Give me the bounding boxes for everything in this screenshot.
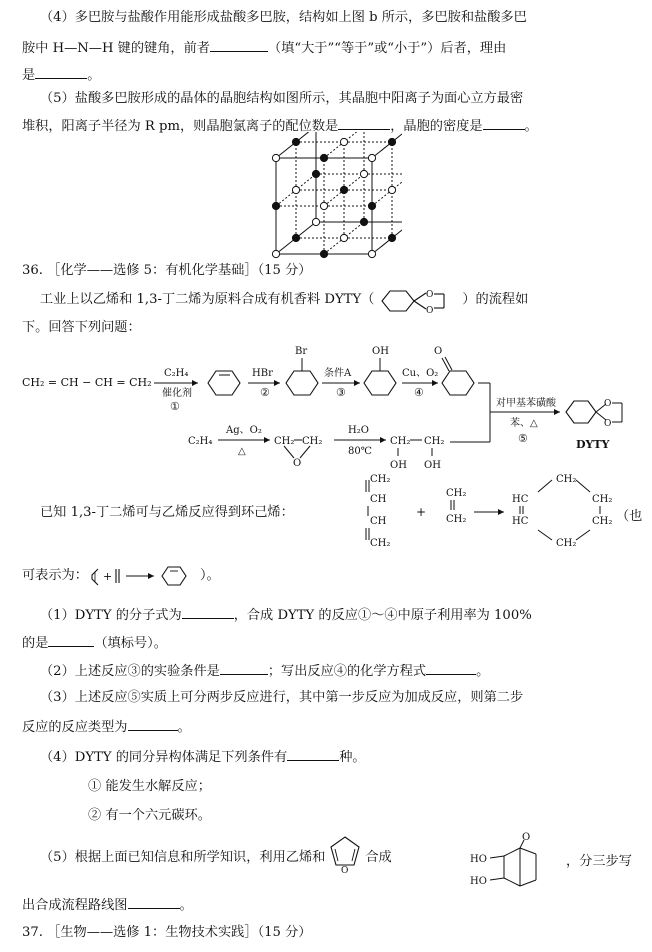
q36-p2 <box>40 662 489 680</box>
step3-number: ③ <box>336 386 346 399</box>
cation-site <box>360 170 367 177</box>
step1-number: ① <box>170 400 180 413</box>
q4-line2-text: 胺中 H—N—H 键的键角，前者 <box>22 41 210 56</box>
q5-line2-end: 。 <box>524 119 538 134</box>
water-reagent: H₂O <box>348 425 369 436</box>
epoxide-oxygen: O <box>293 458 302 469</box>
p1-text: （1）DYTY 的分子式为 <box>40 608 182 623</box>
rxn-eth-ch2-b: CH₂ <box>446 514 467 525</box>
prod-ch2-bottom: CH₂ <box>556 538 577 549</box>
cell-edge <box>372 132 402 158</box>
step3-reagent: 条件A <box>324 368 352 379</box>
answer-blank[interactable] <box>338 117 390 130</box>
bromo-label: Br <box>295 346 308 357</box>
anion-site <box>272 202 279 209</box>
rxn-ch2-top: CH₂ <box>370 474 391 485</box>
prod-ch2-right-a: CH₂ <box>592 494 613 505</box>
dyty-structure-inline <box>374 289 462 313</box>
cation-site <box>388 186 395 193</box>
anion-site <box>388 234 395 241</box>
p2-end: 。 <box>476 664 490 679</box>
cation-site <box>320 202 327 209</box>
q4-line3-end: 。 <box>87 68 101 83</box>
cation-site <box>368 250 375 257</box>
bridge-oxygen: O <box>522 832 531 843</box>
answer-blank[interactable] <box>210 39 268 52</box>
p1-text3: 的是 <box>22 636 49 651</box>
synthesis-scheme <box>20 340 645 479</box>
q36-intro1 <box>40 289 529 313</box>
q5-line1: （5）盐酸多巴胺形成的晶体的晶胞结构如图所示，其晶胞中阳离子为面心立方最密 <box>40 91 524 106</box>
p4-text: （4）DYTY 的同分异构体满足下列条件有 <box>40 750 288 765</box>
q4-line1: （4）多巴胺与盐酸作用能形成盐酸多巴胺，结构如上图 b 所示，多巴胺和盐酸多巴 <box>40 10 527 25</box>
q36-p5-tail: ，分三步写 <box>566 854 632 869</box>
q5-line2-text2: ，晶胞的密度是 <box>390 119 483 134</box>
anion-site <box>320 250 327 257</box>
glycol-oh-b: OH <box>424 460 441 471</box>
glycol-oh-a: OH <box>390 460 407 471</box>
known-reaction-text: 已知 1,3-丁二烯可与乙烯反应得到环己烯： <box>40 505 294 520</box>
step5-reagent: 对甲基苯磺酸 <box>496 398 556 409</box>
plus-sign: + <box>416 505 427 519</box>
svg-text:+: + <box>102 569 113 583</box>
bicyclic-diol-structure <box>468 832 568 896</box>
ag-condition: △ <box>238 446 246 457</box>
answer-blank[interactable] <box>182 606 234 619</box>
q36-intro-text: 工业上以乙烯和 1,3-丁二烯为原料合成有机香料 DYTY（ <box>40 292 375 307</box>
p4-end: 种。 <box>339 750 366 765</box>
p3-end: 。 <box>177 720 191 735</box>
cation-site <box>272 154 279 161</box>
q36-p3-line2 <box>22 718 191 736</box>
p5-text2: 合成 <box>365 850 392 865</box>
known-alt-text: 可表示为： <box>22 568 88 583</box>
q36-p5-line1 <box>40 850 392 873</box>
q37-header: 37. ［生物——选修 1：生物技术实践］（15 分） <box>22 925 312 940</box>
known-alt-line <box>22 568 220 584</box>
carbonyl-oxygen-label: O <box>434 346 443 357</box>
rxn-ch-b: CH <box>370 516 387 527</box>
step1-reagent: C₂H₄ <box>164 368 189 379</box>
svg-text:O: O <box>604 419 612 429</box>
q36-p1-line1 <box>40 606 532 624</box>
cation-site <box>368 154 375 161</box>
anion-site <box>360 218 367 225</box>
q4-line3 <box>22 66 100 84</box>
svg-text:O: O <box>426 289 434 300</box>
answer-blank[interactable] <box>287 748 339 761</box>
svg-text:O: O <box>604 399 612 409</box>
prod-hc-a: HC <box>512 494 529 505</box>
anion-site <box>320 154 327 161</box>
q36-intro-text2: ）的流程如 <box>462 292 529 307</box>
q36-p4 <box>40 748 366 766</box>
answer-blank[interactable] <box>48 634 94 647</box>
dyty-label: DYTY <box>576 438 610 451</box>
epoxide-ch2-b: CH₂ <box>302 436 323 447</box>
p1-text4: （填标号）。 <box>94 636 167 651</box>
cation-site <box>312 218 319 225</box>
known-alt-end: ）。 <box>199 568 220 583</box>
anion-site <box>312 170 319 177</box>
q36-p3-line1: （3）上述反应⑤实质上可分两步反应进行，其中第一步反应为加成反应，则第二步 <box>40 690 524 705</box>
prod-ch2-right-b: CH₂ <box>592 516 613 527</box>
answer-blank[interactable] <box>128 718 178 731</box>
anion-site <box>340 186 347 193</box>
anion-site <box>292 234 299 241</box>
cation-site <box>292 186 299 193</box>
prod-ch2-top: CH₂ <box>556 474 577 485</box>
p1-text2: ，合成 DYTY 的反应①～④中原子利用率为 100% <box>233 608 532 623</box>
butadiene-formula: CH₂ = CH − CH = CH₂ <box>22 376 152 389</box>
hydroxy-2: HO <box>470 876 487 887</box>
rxn-ch2-bottom: CH₂ <box>370 538 391 549</box>
p5-text: （5）根据上面已知信息和所学知识，利用乙烯和 <box>40 850 326 865</box>
condition-1: ① 能发生水解反应； <box>88 779 211 794</box>
cation-site <box>340 234 347 241</box>
p5-end: 。 <box>179 898 193 913</box>
q36-p5-line2 <box>22 896 193 914</box>
q4-line2 <box>22 39 506 57</box>
hydroxy-label: OH <box>372 346 389 357</box>
diels-alder-scheme <box>356 470 618 558</box>
furan-structure <box>325 851 365 873</box>
epoxide-ch2-a: CH₂ <box>274 436 295 447</box>
cation-site <box>272 250 279 257</box>
ethylene-formula: C₂H₄ <box>188 436 213 447</box>
crystal-cell-figure <box>262 132 402 266</box>
glycol-ch2-a: CH₂ <box>390 436 411 447</box>
temperature: 80℃ <box>348 446 372 457</box>
step5-condition: 苯、△ <box>510 418 538 429</box>
step4-reagent: Cu、O₂ <box>402 368 439 379</box>
step1-condition: 催化剂 <box>162 388 192 399</box>
q36-header: 36. ［化学——选修 5：有机化学基础］（15 分） <box>22 263 312 278</box>
hydroxy-1: HO <box>470 854 487 865</box>
glycol-ch2-b: CH₂ <box>424 436 445 447</box>
q36-intro2: 下。回答下列问题： <box>22 320 141 335</box>
answer-blank[interactable] <box>483 117 525 130</box>
answer-blank[interactable] <box>220 662 268 675</box>
svg-text:O: O <box>426 305 434 313</box>
known-also: （也 <box>616 509 643 524</box>
short-form-reaction <box>88 569 200 583</box>
rxn-ch-a: CH <box>370 494 387 505</box>
anion-site <box>368 202 375 209</box>
q5-line2-text: 堆积，阳离子半径为 R pm，则晶胞氯离子的配位数是 <box>22 119 339 134</box>
cation-site <box>340 138 347 145</box>
q4-line2-text2: （填“大于”“等于”或“小于”）后者，理由 <box>268 41 507 56</box>
step4-number: ④ <box>414 386 424 399</box>
rxn-eth-ch2-a: CH₂ <box>446 488 467 499</box>
step2-reagent: HBr <box>252 368 273 379</box>
prod-hc-b: HC <box>512 516 529 527</box>
p2-text2: ；写出反应④的化学方程式 <box>267 664 427 679</box>
answer-blank[interactable] <box>35 66 87 79</box>
answer-blank[interactable] <box>426 662 476 675</box>
svg-text:O: O <box>341 865 349 873</box>
p2-text: （2）上述反应③的实验条件是 <box>40 664 220 679</box>
anion-site <box>388 138 395 145</box>
q4-line3-text: 是 <box>22 68 36 83</box>
p3-text: 反应的反应类型为 <box>22 720 128 735</box>
p5-text3: 出合成流程路线图 <box>22 898 128 913</box>
step5-number: ⑤ <box>518 432 528 445</box>
ag-reagent: Ag、O₂ <box>226 425 262 436</box>
answer-blank[interactable] <box>128 896 180 909</box>
condition-2: ② 有一个六元碳环。 <box>88 808 211 823</box>
q36-p1-line2 <box>22 634 167 652</box>
anion-site <box>292 138 299 145</box>
step2-number: ② <box>260 386 270 399</box>
